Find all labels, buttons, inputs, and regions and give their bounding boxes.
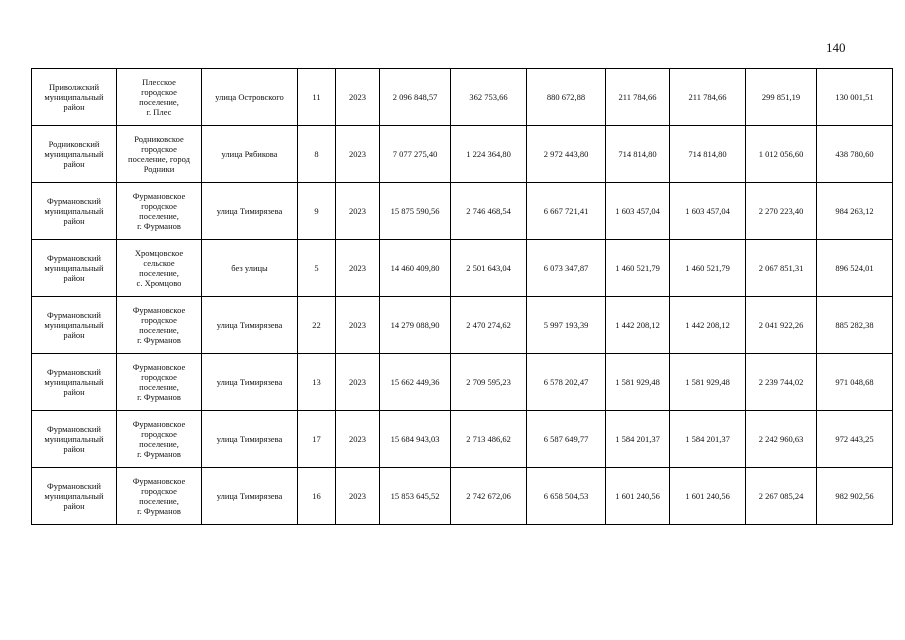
owners-funds-cell: 211 784,66	[670, 69, 746, 126]
street-cell: улица Островского	[202, 69, 298, 126]
fund-amount-cell: 2 501 643,04	[451, 240, 527, 297]
extra-amount-1-cell: 2 270 223,40	[746, 183, 817, 240]
fund-amount-cell: 2 713 486,62	[451, 411, 527, 468]
total-cost-cell: 2 096 848,57	[380, 69, 451, 126]
settlement-cell: Фурмановское городское поселение, г. Фурманов	[117, 411, 202, 468]
total-cost-cell: 15 875 590,56	[380, 183, 451, 240]
owners-funds-cell: 1 601 240,56	[670, 468, 746, 525]
owners-funds-cell: 714 814,80	[670, 126, 746, 183]
settlement-cell: Фурмановское городское поселение, г. Фурманов	[117, 297, 202, 354]
total-cost-cell: 14 279 088,90	[380, 297, 451, 354]
regional-budget-cell: 6 073 347,87	[527, 240, 606, 297]
regional-budget-cell: 6 587 649,77	[527, 411, 606, 468]
extra-amount-2-cell: 896 524,01	[817, 240, 893, 297]
street-cell: без улицы	[202, 240, 298, 297]
fund-amount-cell: 2 746 468,54	[451, 183, 527, 240]
local-budget-cell: 1 460 521,79	[606, 240, 670, 297]
house-number-cell: 11	[298, 69, 336, 126]
house-number-cell: 9	[298, 183, 336, 240]
district-cell: Фурмановский муниципальный район	[32, 183, 117, 240]
year-cell: 2023	[336, 468, 380, 525]
table-row	[32, 297, 893, 354]
local-budget-cell: 1 581 929,48	[606, 354, 670, 411]
extra-amount-1-cell: 2 239 744,02	[746, 354, 817, 411]
street-cell: улица Тимирязева	[202, 354, 298, 411]
street-cell: улица Рябикова	[202, 126, 298, 183]
extra-amount-1-cell: 2 041 922,26	[746, 297, 817, 354]
year-cell: 2023	[336, 411, 380, 468]
table-row	[32, 183, 893, 240]
year-cell: 2023	[336, 183, 380, 240]
regional-budget-cell: 880 672,88	[527, 69, 606, 126]
total-cost-cell: 14 460 409,80	[380, 240, 451, 297]
year-cell: 2023	[336, 240, 380, 297]
extra-amount-1-cell: 2 267 085,24	[746, 468, 817, 525]
fund-amount-cell: 2 709 595,23	[451, 354, 527, 411]
extra-amount-2-cell: 972 443,25	[817, 411, 893, 468]
settlement-cell: Фурмановское городское поселение, г. Фурманов	[117, 468, 202, 525]
extra-amount-2-cell: 984 263,12	[817, 183, 893, 240]
district-cell: Фурмановский муниципальный район	[32, 468, 117, 525]
extra-amount-2-cell: 971 048,68	[817, 354, 893, 411]
page-number: 140	[826, 40, 846, 55]
district-cell: Родниковский муниципальный район	[32, 126, 117, 183]
extra-amount-2-cell: 982 902,56	[817, 468, 893, 525]
settlement-cell: Плесское городское поселение, г. Плес	[117, 69, 202, 126]
local-budget-cell: 1 601 240,56	[606, 468, 670, 525]
extra-amount-1-cell: 2 242 960,63	[746, 411, 817, 468]
regional-budget-cell: 6 578 202,47	[527, 354, 606, 411]
street-cell: улица Тимирязева	[202, 411, 298, 468]
regional-budget-cell: 6 667 721,41	[527, 183, 606, 240]
house-number-cell: 5	[298, 240, 336, 297]
house-number-cell: 17	[298, 411, 336, 468]
regional-budget-cell: 2 972 443,80	[527, 126, 606, 183]
year-cell: 2023	[336, 297, 380, 354]
fund-amount-cell: 2 470 274,62	[451, 297, 527, 354]
extra-amount-2-cell: 438 780,60	[817, 126, 893, 183]
total-cost-cell: 15 853 645,52	[380, 468, 451, 525]
district-cell: Фурмановский муниципальный район	[32, 354, 117, 411]
extra-amount-2-cell: 885 282,38	[817, 297, 893, 354]
owners-funds-cell: 1 603 457,04	[670, 183, 746, 240]
fund-amount-cell: 1 224 364,80	[451, 126, 527, 183]
table-row	[32, 69, 893, 126]
local-budget-cell: 1 442 208,12	[606, 297, 670, 354]
housing-program-table	[31, 68, 893, 525]
total-cost-cell: 15 662 449,36	[380, 354, 451, 411]
table-row	[32, 126, 893, 183]
extra-amount-1-cell: 2 067 851,31	[746, 240, 817, 297]
extra-amount-1-cell: 299 851,19	[746, 69, 817, 126]
district-cell: Фурмановский муниципальный район	[32, 240, 117, 297]
settlement-cell: Фурмановское городское поселение, г. Фурманов	[117, 183, 202, 240]
owners-funds-cell: 1 581 929,48	[670, 354, 746, 411]
local-budget-cell: 211 784,66	[606, 69, 670, 126]
street-cell: улица Тимирязева	[202, 297, 298, 354]
house-number-cell: 16	[298, 468, 336, 525]
house-number-cell: 22	[298, 297, 336, 354]
local-budget-cell: 1 584 201,37	[606, 411, 670, 468]
table-body	[32, 69, 893, 525]
owners-funds-cell: 1 460 521,79	[670, 240, 746, 297]
house-number-cell: 8	[298, 126, 336, 183]
regional-budget-cell: 5 997 193,39	[527, 297, 606, 354]
extra-amount-1-cell: 1 012 056,60	[746, 126, 817, 183]
total-cost-cell: 7 077 275,40	[380, 126, 451, 183]
local-budget-cell: 714 814,80	[606, 126, 670, 183]
street-cell: улица Тимирязева	[202, 183, 298, 240]
fund-amount-cell: 362 753,66	[451, 69, 527, 126]
district-cell: Фурмановский муниципальный район	[32, 411, 117, 468]
house-number-cell: 13	[298, 354, 336, 411]
year-cell: 2023	[336, 69, 380, 126]
table-row	[32, 468, 893, 525]
fund-amount-cell: 2 742 672,06	[451, 468, 527, 525]
settlement-cell: Хромцовское сельское поселение, с. Хромцово	[117, 240, 202, 297]
district-cell: Фурмановский муниципальный район	[32, 297, 117, 354]
extra-amount-2-cell: 130 001,51	[817, 69, 893, 126]
street-cell: улица Тимирязева	[202, 468, 298, 525]
settlement-cell: Фурмановское городское поселение, г. Фурманов	[117, 354, 202, 411]
regional-budget-cell: 6 658 504,53	[527, 468, 606, 525]
table-row	[32, 411, 893, 468]
total-cost-cell: 15 684 943,03	[380, 411, 451, 468]
year-cell: 2023	[336, 126, 380, 183]
table-row	[32, 240, 893, 297]
owners-funds-cell: 1 442 208,12	[670, 297, 746, 354]
year-cell: 2023	[336, 354, 380, 411]
local-budget-cell: 1 603 457,04	[606, 183, 670, 240]
owners-funds-cell: 1 584 201,37	[670, 411, 746, 468]
table-row	[32, 354, 893, 411]
settlement-cell: Родниковское городское поселение, город Родники	[117, 126, 202, 183]
district-cell: Приволжский муниципальный район	[32, 69, 117, 126]
